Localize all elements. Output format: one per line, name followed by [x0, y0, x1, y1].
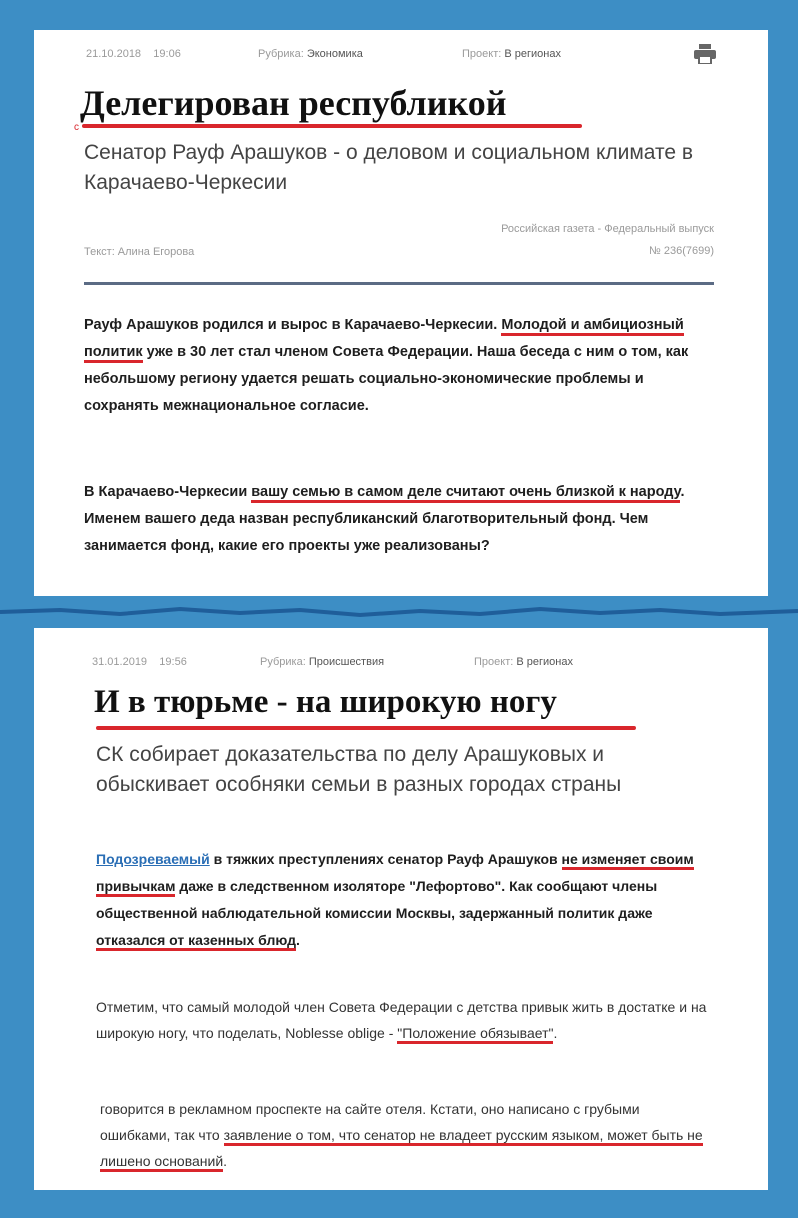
rubric [260, 656, 384, 668]
divider [84, 282, 714, 285]
question-paragraph [84, 479, 714, 560]
hotel-text: говорится в рекламном проспекте на сайте отеля. Кстати, оно написано с грубыми ошибками, так что [100, 1101, 640, 1143]
project [474, 656, 573, 668]
article-date: 31.01.2019 [92, 656, 148, 668]
lead-text-rest: уже в 30 лет стал членом Совета Федерации. Наша беседа с ним о том, как небольшому региону удается решать социально-экономические проблемы и сохранять межнациональное согласие. [84, 344, 689, 414]
highlight-close-to-people: вашу семью в самом деле считают очень близкой к народу [251, 484, 680, 503]
lead-text-end: . [296, 932, 300, 948]
highlight-language-claim: заявление о том, что сенатор не владеет русским языком, может быть не лишено оснований [100, 1127, 703, 1172]
article-title: И в тюрьме - на широкую ногу [94, 684, 557, 720]
article-meta [92, 656, 187, 668]
suspect-link[interactable]: Подозреваемый [96, 851, 210, 867]
printer-icon[interactable] [694, 44, 716, 64]
question-text: В Карачаево-Черкесии [84, 484, 252, 500]
issue-number: № 236(7699) [648, 245, 714, 257]
highlight-noblesse-oblige: "Положение обязывает" [397, 1025, 553, 1044]
article-meta [86, 48, 181, 60]
hotel-paragraph [100, 1096, 710, 1174]
rubric-label: Рубрика: [258, 48, 304, 60]
article-time: 19:56 [159, 656, 187, 668]
project [462, 48, 561, 60]
project-value[interactable]: В регионах [504, 48, 561, 60]
title-underline [82, 124, 582, 128]
rubric [258, 48, 363, 60]
body-text-end: . [553, 1025, 558, 1041]
project-value[interactable]: В регионах [516, 656, 573, 668]
source-name[interactable]: Российская газета - Федеральный выпуск [501, 223, 714, 235]
rubric-label: Рубрика: [260, 656, 306, 668]
article-subtitle: СК собирает доказательства по делу Арашуковых и обыскивает особняки семьи в разных городах страны [96, 743, 622, 796]
project-label: Проект: [474, 656, 514, 668]
torn-divider [0, 596, 798, 628]
lead-text: в тяжких преступлениях сенатор Рауф Арашуков [209, 851, 562, 867]
article-author: Текст: Алина Егорова [84, 246, 195, 258]
lead-paragraph [96, 846, 711, 954]
article-clipping-top [34, 30, 768, 596]
body-paragraph [96, 994, 711, 1046]
lead-paragraph [84, 312, 714, 420]
article-date: 21.10.2018 [86, 48, 142, 60]
article-clipping-bottom [34, 628, 768, 1190]
lead-text-middle: даже в следственном изоляторе "Лефортово". Как сообщают члены общественной наблюдательной комиссии Москвы, задержанный политик даже [96, 878, 658, 921]
article-time: 19:06 [153, 48, 181, 60]
lead-text: Рауф Арашуков родился и вырос в Карачаево-Черкесии. [84, 317, 502, 333]
highlight-young-politician: Молодой и амбициозный политик [84, 317, 684, 363]
rubric-value[interactable]: Экономика [306, 48, 363, 60]
question-text-rest: . Именем вашего деда назван республиканский благотворительный фонд. Чем занимается фонд, какие его проекты уже реализованы? [84, 484, 685, 554]
hotel-text-end: . [223, 1153, 228, 1169]
body-text: Отметим, что самый молодой член Совета Федерации с детства привык жить в достатке и на широкую ногу, что поделать, Noblesse oblige - [96, 999, 707, 1041]
article-subtitle: Сенатор Рауф Арашуков - о деловом и социальном климате в Карачаево-Черкесии [84, 141, 694, 194]
article-title: Делегирован республикой [80, 83, 507, 123]
highlight-refused-food: отказался от казенных блюд [96, 932, 296, 951]
title-underline [96, 726, 636, 730]
rubric-value[interactable]: Происшествия [308, 656, 385, 668]
margin-mark: с [74, 122, 79, 133]
project-label: Проект: [462, 48, 502, 60]
highlight-habits: не изменяет своим привычкам [96, 851, 694, 897]
